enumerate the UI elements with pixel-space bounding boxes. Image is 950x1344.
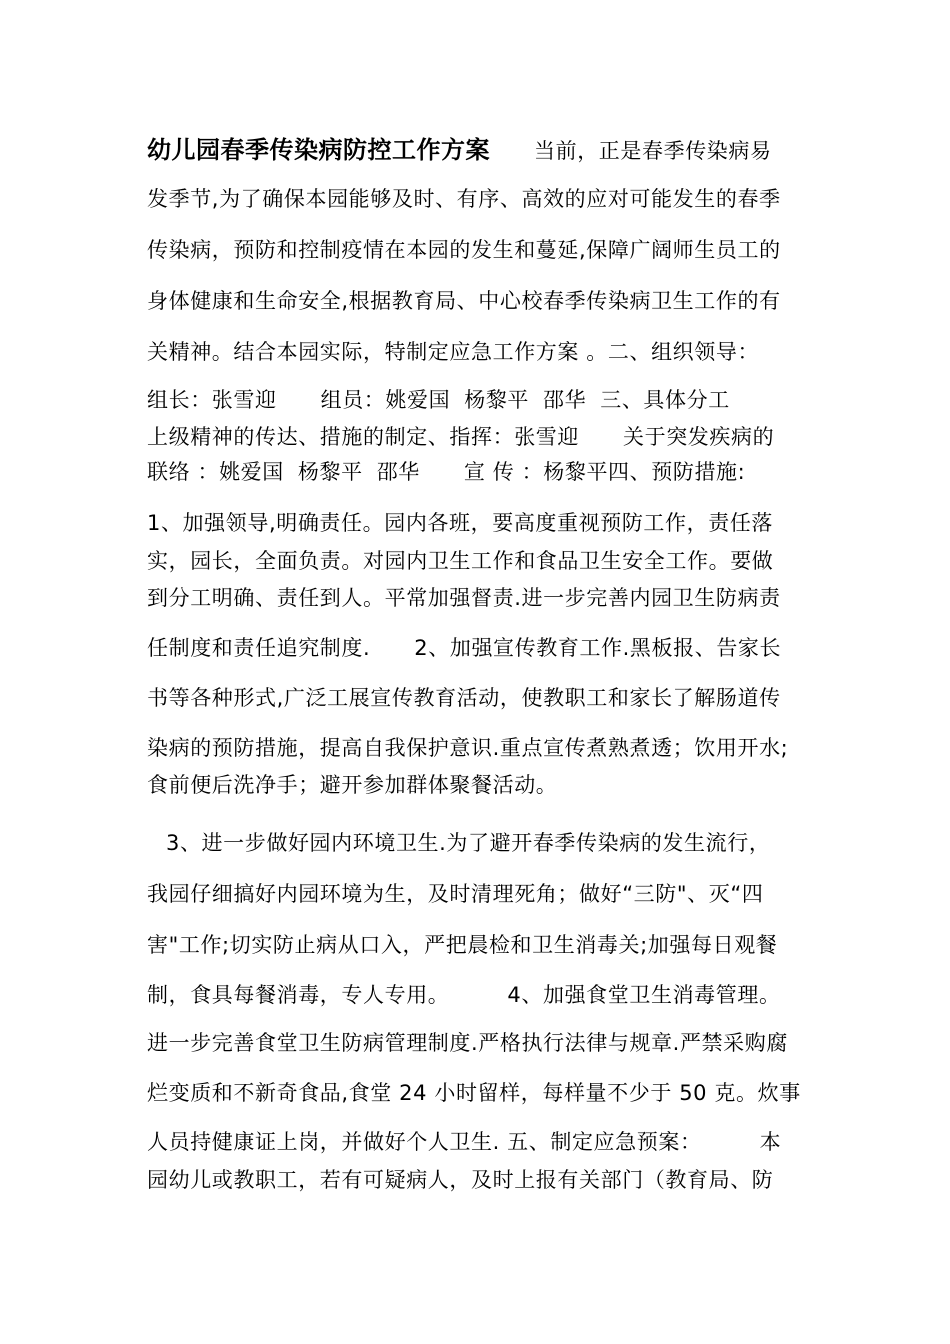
text-line: 进一步完善食堂卫生防病管理制度.严格执行法律与规章.严禁采购腐 (147, 1031, 788, 1055)
text-line: 实，园长，全面负责。对园内卫生工作和食品卫生安全工作。要做 (147, 549, 774, 573)
text-segment: 任制度和责任追究制度. (147, 636, 371, 660)
text-line: 害"工作;切实防止病从口入，严把晨检和卫生消毒关;加强每日观餐 (147, 933, 778, 957)
text-segment: 邵华 (543, 388, 587, 412)
text-line: 发季节,为了确保本园能够及时、有序、高效的应对可能发生的春季 (147, 187, 781, 211)
text-segment: 联络 ：姚爱国 (147, 460, 284, 484)
text-line: 关精神。结合本园实际，特制定应急工作方案 。二、组织领导： (147, 340, 760, 364)
text-segment: 关于突发疾病的 (623, 425, 775, 449)
text-line (147, 136, 772, 165)
text-segment: 组员：姚爱国 (320, 388, 451, 412)
text-line (147, 458, 745, 486)
text-line: 食前便后洗净手；避开参加群体聚餐活动。 (147, 773, 558, 797)
text-segment: 三、具体分工 (600, 388, 730, 412)
text-line: 书等各种形式,广泛工展宣传教育活动，使教职工和家长了解肠道传 (147, 686, 781, 710)
text-line: 烂变质和不新奇食品,食堂 24 小时留样，每样量不少于 50 克。炊事 (147, 1081, 801, 1105)
text-segment: 邵华 (376, 460, 420, 484)
text-segment: 当前，正是春季传染病易 (534, 139, 772, 163)
text-line: 3、进一步做好园内环境卫生.为了避开春季传染病的发生流行， (166, 831, 771, 855)
text-segment: 宣 传 ：杨黎平四、预防措施: (463, 460, 746, 484)
text-line: 到分工明确、责任到人。平常加强督责.进一步完善内园卫生防病责 (147, 586, 781, 610)
text-segment: 人员持健康证上岗，并做好个人卫生. 五、制定应急预案： (147, 1130, 702, 1154)
text-segment: 4、加强食堂卫生消毒管理。 (507, 983, 781, 1007)
text-segment: 杨黎平 (464, 388, 530, 412)
text-line (147, 423, 774, 451)
text-line: 身体健康和生命安全,根据教育局、中心校春季传染病卫生工作的有 (147, 289, 781, 313)
text-line: 传染病，预防和控制疫情在本园的发生和蔓延,保障广阔师生员工的 (147, 238, 781, 262)
text-segment: 2、加强宣传教育工作.黑板报、告家长 (414, 636, 782, 660)
text-line (147, 981, 781, 1009)
text-line: 1、加强领导,明确责任。园内各班，要高度重视预防工作，责任落 (147, 511, 774, 535)
text-line (147, 1128, 781, 1156)
text-line: 我园仔细搞好内园环境为生，及时清理死角；做好“三防"、灭“四 (147, 882, 764, 906)
text-line (147, 634, 781, 662)
text-segment: 杨黎平 (297, 460, 363, 484)
text-line (147, 386, 730, 414)
text-segment: 组长：张雪迎 (147, 388, 277, 412)
text-line: 染病的预防措施，提高自我保护意识.重点宣传煮熟煮透；饮用开水; (147, 736, 789, 760)
text-segment: 本 (759, 1130, 782, 1154)
document-title: 幼儿园春季传染病防控工作方案 (147, 136, 490, 164)
text-segment: 制，食具每餐消毒，专人专用。 (147, 983, 450, 1007)
text-line: 园幼儿或教职工，若有可疑病人，及时上报有关部门（教育局、防 (147, 1168, 774, 1192)
text-segment: 上级精神的传达、措施的制定、指挥：张雪迎 (147, 425, 579, 449)
